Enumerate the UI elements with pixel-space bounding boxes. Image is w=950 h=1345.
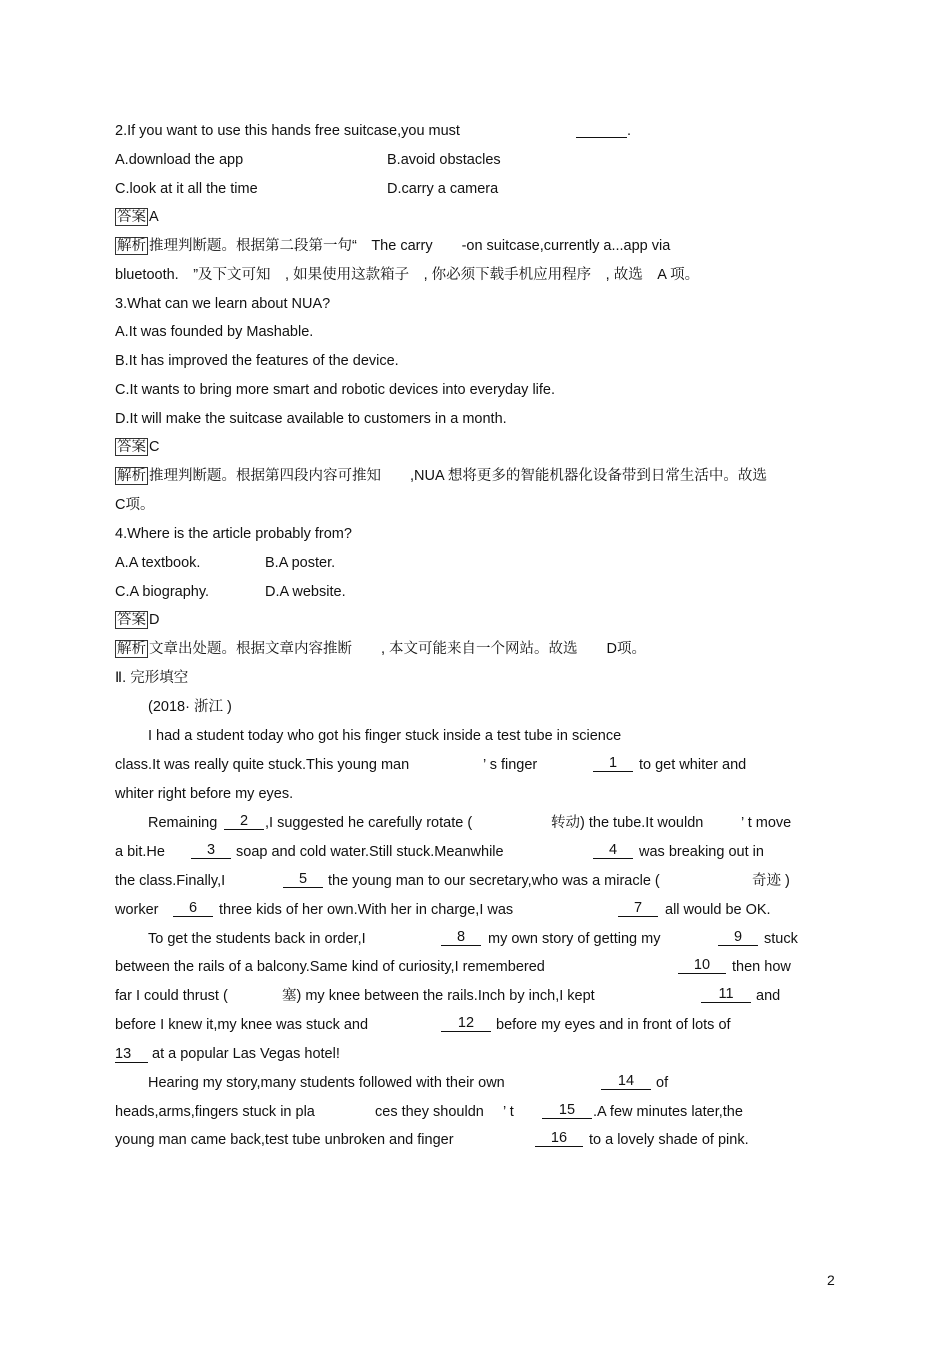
- cloze-blank: 11: [701, 987, 751, 1003]
- answer-label: 答案: [117, 439, 146, 455]
- q4-stem: 4.Where is the article probably from?: [115, 526, 352, 542]
- cloze-p3-line4: before I knew it,my knee was stuck and 12 before my eyes and in front of lots of: [115, 1015, 731, 1033]
- analysis-label: 解析: [117, 238, 146, 254]
- cloze-blank: 3: [191, 843, 231, 859]
- analysis-label: 解析: [117, 468, 146, 484]
- q2-option-a: A.download the app: [115, 152, 244, 168]
- q4-answer: 答案 D: [117, 612, 160, 628]
- q2-answer: 答案 A: [117, 209, 159, 225]
- q3-option-d: D.It will make the suitcase available to customers in a month.: [115, 411, 507, 427]
- analysis-label: 解析: [117, 641, 146, 657]
- section-title: Ⅱ. 完形填空: [115, 670, 189, 686]
- cloze-blank: 6: [173, 901, 213, 917]
- cloze-blank: 1: [593, 756, 633, 772]
- q2-option-c: C.look at it all the time: [115, 181, 258, 197]
- cloze-p3-line2: between the rails of a balcony.Same kind of curiosity,I remembered 10 then how: [115, 957, 791, 975]
- cloze-blank: 12: [441, 1016, 491, 1032]
- q2-stem: 2.If you want to use this hands free suitcase,you must .: [115, 123, 632, 139]
- q4-option-a: A.A textbook.: [115, 555, 201, 571]
- q4-analysis: 解析 文章出处题。根据文章内容推断 , 本文可能来自一个网站。故选 D项。: [117, 641, 647, 657]
- cloze-blank: 9: [718, 930, 758, 946]
- answer-label: 答案: [117, 612, 146, 628]
- q4-option-c: C.A biography.: [115, 584, 210, 600]
- answer-label: 答案: [117, 209, 146, 225]
- q3-option-a: A.It was founded by Mashable.: [115, 324, 314, 340]
- cloze-blank: 15: [542, 1103, 592, 1119]
- cloze-p2-line2: a bit.He 3 soap and cold water.Still stuck.Meanwhile 4 was breaking out in: [115, 842, 764, 860]
- cloze-p1-line3: whiter right before my eyes.: [115, 786, 294, 802]
- q3-option-c: C.It wants to bring more smart and robotic devices into everyday life.: [115, 382, 556, 398]
- q3-stem: 3.What can we learn about NUA?: [115, 296, 331, 312]
- cloze-p2-line4: worker 6 three kids of her own.With her in charge,I was 7 all would be OK.: [115, 900, 771, 918]
- q4-option-b: B.A poster.: [265, 555, 336, 571]
- q3-analysis-cont: C项。: [115, 497, 155, 513]
- page-number: 2: [827, 1272, 835, 1288]
- section-source: (2018· 浙江 ): [148, 699, 232, 715]
- q3-option-b: B.It has improved the features of the device.: [115, 353, 399, 369]
- cloze-p1-line2: class.It was really quite stuck.This young man ’ s finger 1 to get whiter and: [115, 755, 747, 773]
- cloze-blank: 10: [678, 958, 726, 974]
- cloze-p4-line3: young man came back,test tube unbroken and finger 16 to a lovely shade of pink.: [115, 1130, 749, 1148]
- q2-analysis-cont: bluetooth. ”及下文可知 , 如果使用这款箱子 , 你必须下载手机应用程序 , 故选 A 项。: [115, 267, 700, 283]
- cloze-p1-line1: I had a student today who got his finger stuck inside a test tube in science: [148, 728, 622, 744]
- cloze-blank: 2: [224, 814, 264, 830]
- cloze-blank: 4: [593, 843, 633, 859]
- cloze-blank: 13: [115, 1047, 148, 1063]
- q2-answer-blank: [576, 122, 627, 138]
- cloze-blank: 16: [535, 1131, 583, 1147]
- q2-option-b: B.avoid obstacles: [387, 152, 501, 168]
- q2-option-d: D.carry a camera: [387, 181, 499, 197]
- q2-analysis: 解析 推理判断题。根据第二段第一句“ The carry -on suitcase,currently a...app via: [117, 238, 671, 254]
- cloze-blank: 8: [441, 930, 481, 946]
- cloze-blank: 14: [601, 1074, 651, 1090]
- cloze-p4-line2: heads,arms,fingers stuck in pla ces they shouldn ’ t 15 .A few minutes later,the: [115, 1102, 743, 1120]
- cloze-p3-line5: 13 at a popular Las Vegas hotel!: [115, 1046, 340, 1062]
- cloze-p3-line3: far I could thrust ( 塞) my knee between the rails.Inch by inch,I kept 11 and: [115, 986, 781, 1004]
- cloze-p2-line3: the class.Finally,I 5 the young man to our secretary,who was a miracle ( 奇迹 ): [115, 871, 790, 889]
- q3-analysis: 解析 推理判断题。根据第四段内容可推知 ,NUA 想将更多的智能机器化设备带到日常生活中。故选: [117, 468, 767, 484]
- cloze-blank: 5: [283, 872, 323, 888]
- q4-option-d: D.A website.: [265, 584, 346, 600]
- q3-answer: 答案 C: [117, 439, 160, 455]
- cloze-blank: 7: [618, 901, 658, 917]
